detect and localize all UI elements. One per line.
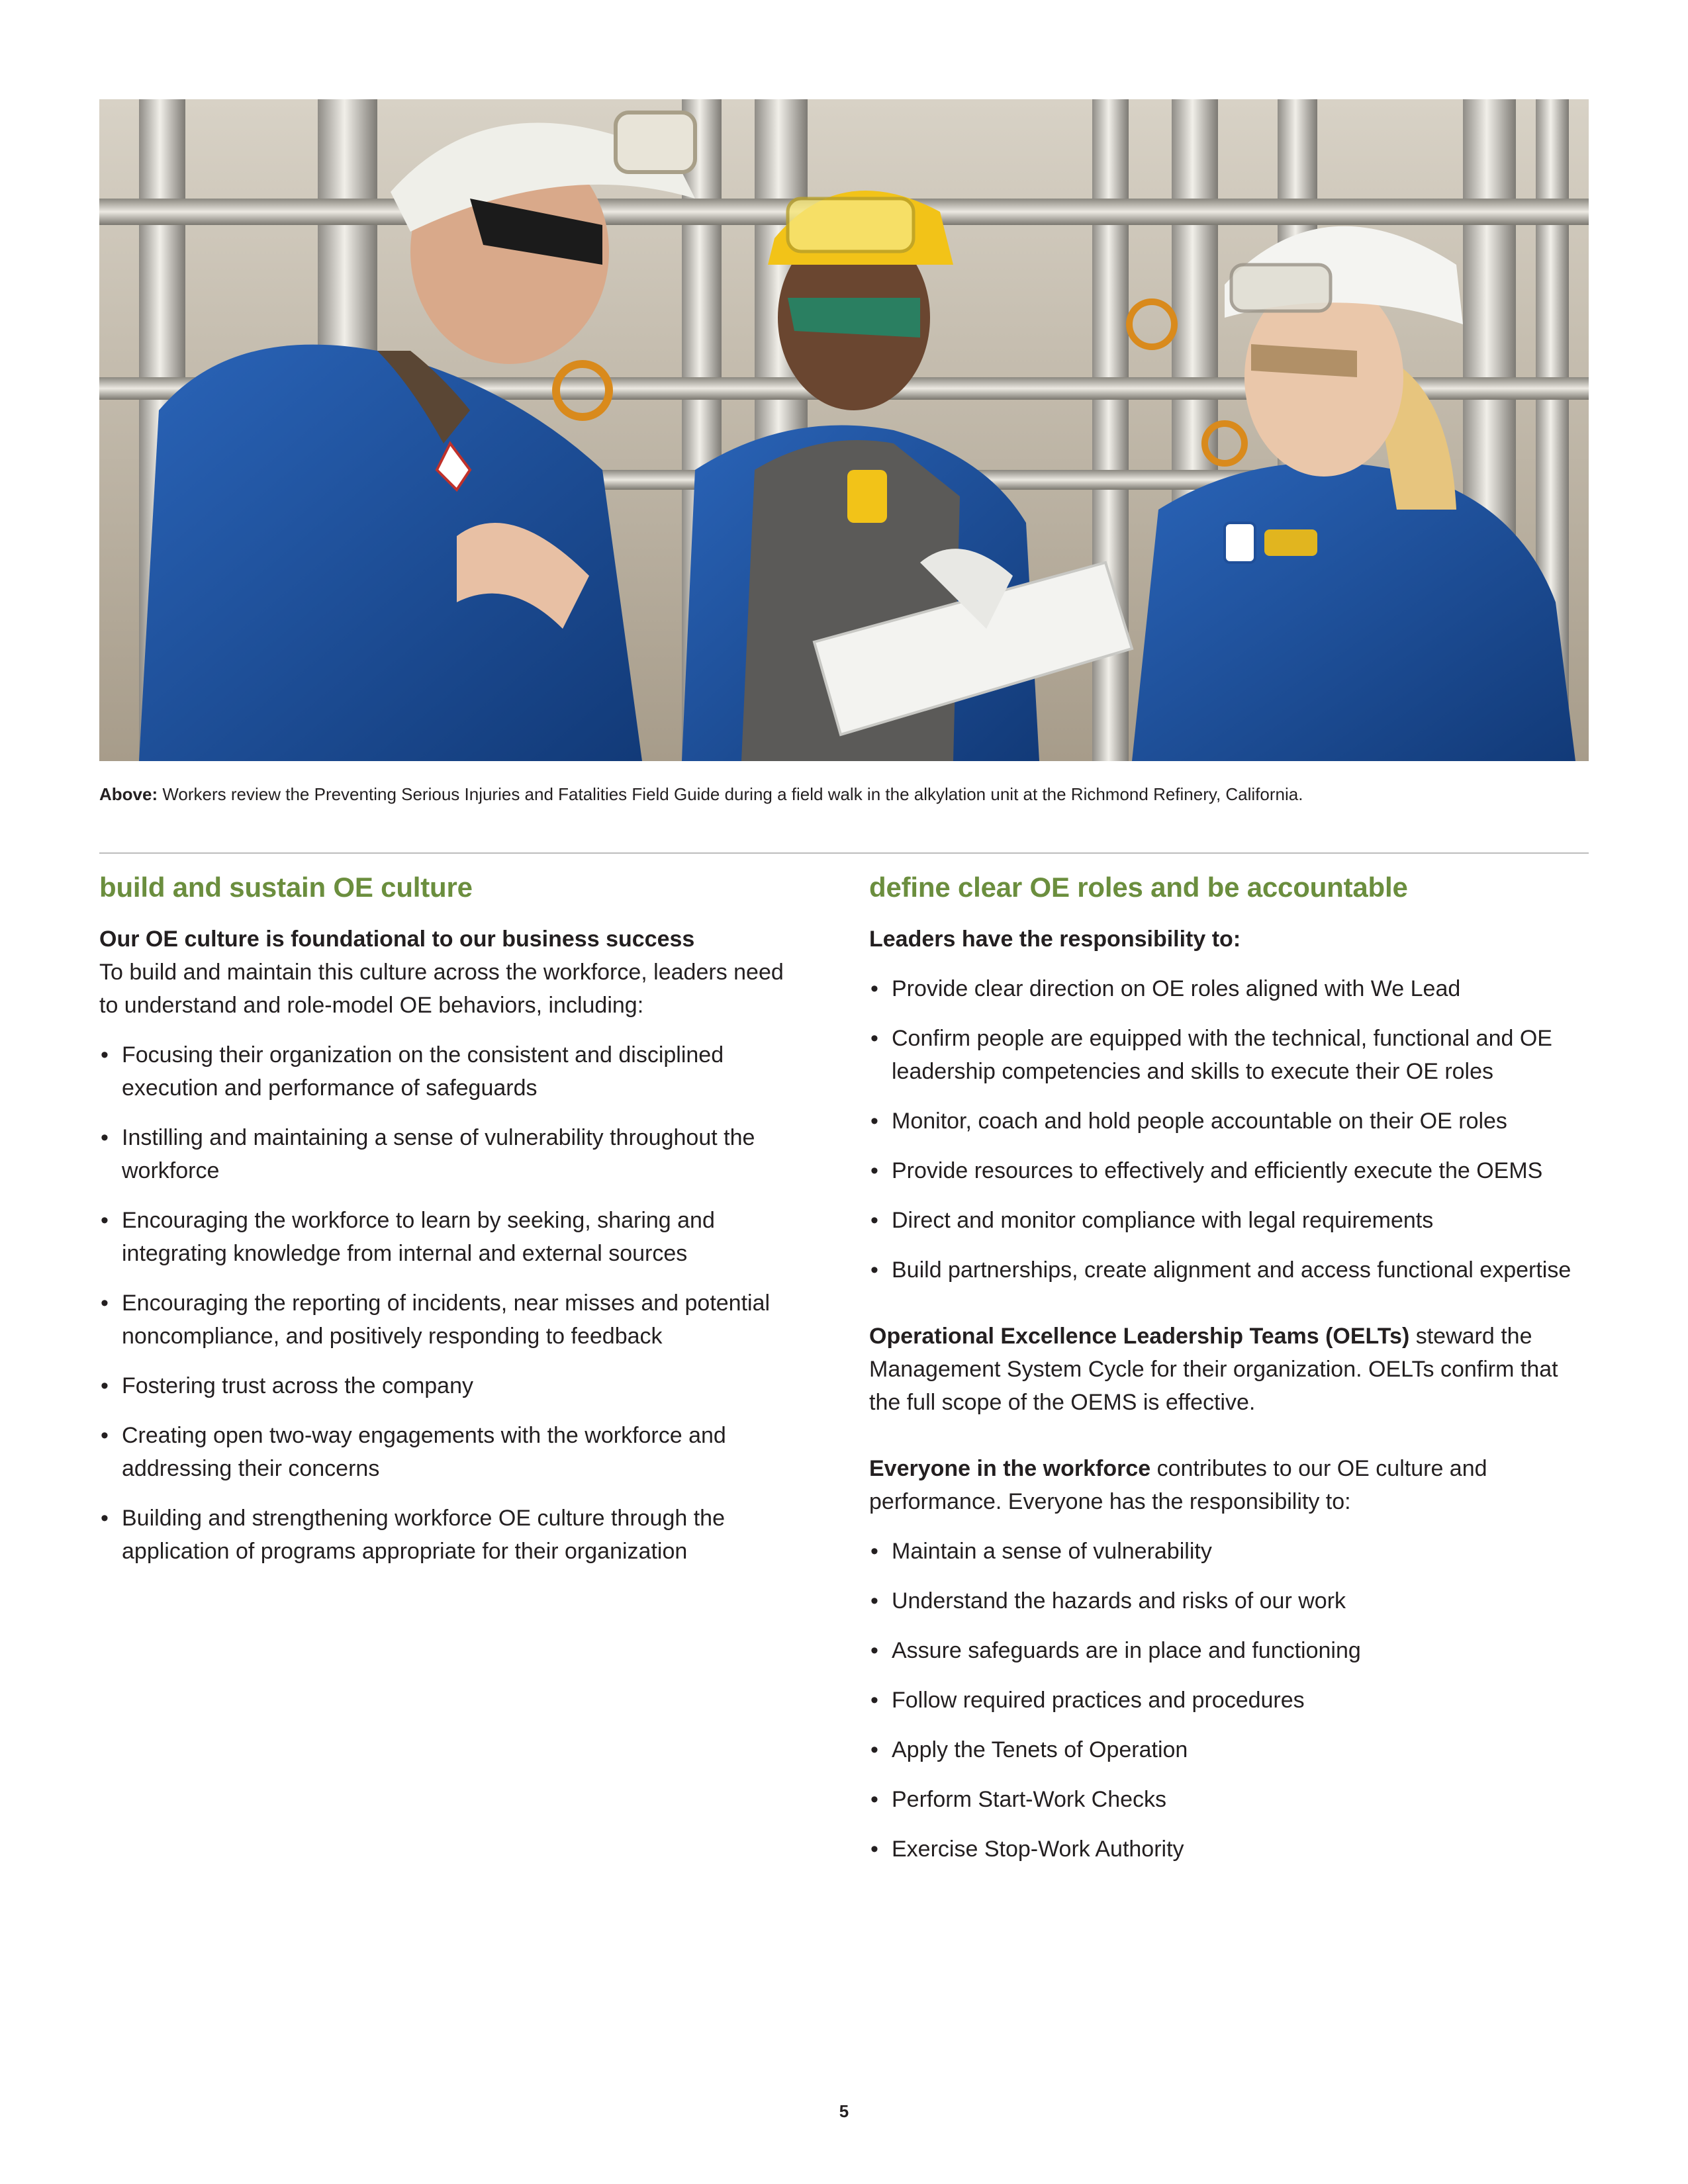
list-item: • Understand the hazards and risks of our work: [869, 1584, 1589, 1617]
workforce-text: contributes to our OE culture and performance. Everyone has the responsibility to:: [869, 1456, 1487, 1514]
photo-caption: [99, 781, 1589, 807]
list-item: • Provide clear direction on OE roles aligned with We Lead: [869, 972, 1589, 1005]
workforce-bullet-list: [869, 1535, 1589, 1866]
photo-illustration: [99, 99, 1589, 761]
list-item: • Build partnerships, create alignment and access functional expertise: [869, 1253, 1589, 1287]
right-column: [869, 867, 1589, 1866]
list-item: • Confirm people are equipped with the technical, functional and OE leadership competencies and skills to execute their OE roles: [869, 1022, 1589, 1088]
right-heading: define clear OE roles and be accountable: [869, 872, 1408, 903]
oelt-bold: Operational Excellence Leadership Teams (OELTs): [869, 1324, 1410, 1349]
list-item: • Assure safeguards are in place and functioning: [869, 1634, 1589, 1667]
caption-text: Workers review the Preventing Serious Injuries and Fatalities Field Guide during a field walk in the alkylation unit at the Richmond Refinery, California.: [158, 784, 1303, 804]
leaders-bullet-list: [869, 972, 1589, 1287]
workforce-paragraph: [869, 1452, 1589, 1518]
list-item: • Exercise Stop-Work Authority: [869, 1833, 1589, 1866]
section-divider: [99, 852, 1589, 854]
list-item: • Perform Start-Work Checks: [869, 1783, 1589, 1816]
left-column: [99, 867, 788, 1568]
list-item: • Focusing their organization on the consistent and disciplined execution and performance of safeguards: [99, 1038, 788, 1105]
caption-label: Above:: [99, 784, 158, 804]
list-item: • Follow required practices and procedures: [869, 1684, 1589, 1717]
page-number: 5: [839, 2101, 849, 2121]
list-item: • Maintain a sense of vulnerability: [869, 1535, 1589, 1568]
list-item: • Creating open two-way engagements with the workforce and addressing their concerns: [99, 1419, 788, 1485]
left-bullet-list: [99, 1038, 788, 1568]
list-item: • Provide resources to effectively and efficiently execute the OEMS: [869, 1154, 1589, 1187]
refinery-workers-photo: [99, 99, 1589, 761]
list-item: • Encouraging the reporting of incidents, near misses and potential noncompliance, and positively responding to feedback: [99, 1287, 788, 1353]
list-item: • Direct and monitor compliance with legal requirements: [869, 1204, 1589, 1237]
list-item: • Fostering trust across the company: [99, 1369, 788, 1402]
left-lead: Our OE culture is foundational to our business success: [99, 927, 695, 952]
list-item: • Encouraging the workforce to learn by seeking, sharing and integrating knowledge from internal and external sources: [99, 1204, 788, 1270]
oelt-paragraph: [869, 1320, 1589, 1419]
list-item: • Building and strengthening workforce OE culture through the application of programs appropriate for their organization: [99, 1502, 788, 1568]
list-item: • Monitor, coach and hold people accountable on their OE roles: [869, 1105, 1589, 1138]
leaders-lead: Leaders have the responsibility to:: [869, 927, 1241, 952]
left-intro: To build and maintain this culture across the workforce, leaders need to understand and role-model OE behaviors, including:: [99, 960, 784, 1018]
oelt-text: steward the Management System Cycle for their organization. OELTs confirm that the full scope of the OEMS is effective.: [869, 1324, 1558, 1415]
list-item: • Apply the Tenets of Operation: [869, 1733, 1589, 1766]
workforce-bold: Everyone in the workforce: [869, 1456, 1151, 1481]
left-heading: build and sustain OE culture: [99, 872, 473, 903]
list-item: • Instilling and maintaining a sense of vulnerability throughout the workforce: [99, 1121, 788, 1187]
